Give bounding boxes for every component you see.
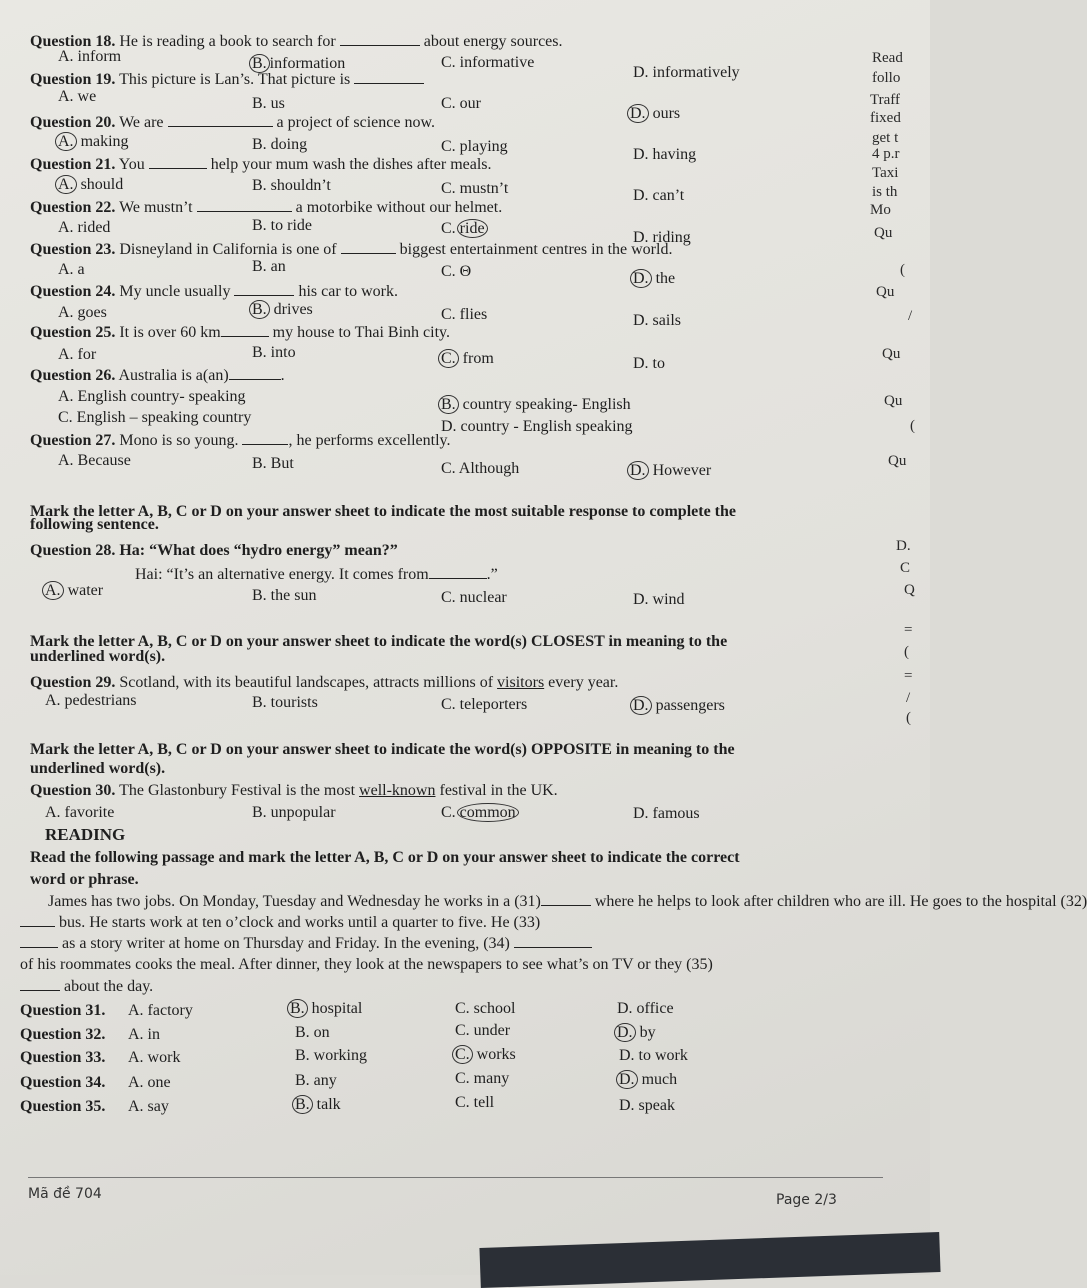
option-text: information	[269, 55, 346, 72]
question-29	[30, 674, 618, 692]
passage-text: about the day.	[64, 978, 154, 995]
option-d	[617, 1024, 656, 1042]
q-stem: Australia is a(an)	[118, 367, 229, 384]
sidebar-fragment: is th	[872, 184, 898, 200]
q-label: Question 34.	[20, 1074, 106, 1091]
option-a: A. one	[128, 1074, 171, 1091]
question-20	[30, 114, 435, 132]
q-label: Question 28.	[30, 542, 116, 559]
option-a	[45, 582, 103, 600]
option-letter: A.	[55, 175, 77, 194]
option-a: A. say	[128, 1098, 169, 1115]
sidebar-fragment: C	[900, 560, 911, 576]
answer-blank	[242, 432, 288, 445]
answer-blank	[149, 156, 207, 169]
question-26	[30, 367, 285, 385]
q-label: Question 18.	[30, 33, 116, 50]
option-text: drives	[273, 301, 313, 318]
footer-divider	[28, 1177, 883, 1178]
q-label: Question 22.	[30, 199, 116, 216]
option-a: A. work	[128, 1049, 181, 1066]
option-c: C. informative	[441, 54, 535, 71]
passage-text: James has two jobs. On Monday, Tuesday and Wednesday he works in a (31)	[48, 893, 541, 910]
question-21	[30, 156, 492, 174]
option-d: D. to	[633, 355, 665, 372]
option-b	[441, 396, 631, 414]
sidebar-fragment: Qu	[874, 225, 893, 241]
option-a: A. factory	[128, 1002, 193, 1019]
option-letter: B.	[287, 999, 308, 1018]
option-d: D. wind	[633, 591, 685, 608]
sidebar-fragment: Mo	[870, 202, 891, 218]
q-label: Question 20.	[30, 114, 116, 131]
option-text: passengers	[655, 697, 725, 714]
option-text: However	[652, 462, 712, 479]
passage-text: bus. He starts work at ten o’clock and works until a quarter to five. He (33)	[59, 914, 541, 931]
option-d: D. speak	[619, 1097, 675, 1114]
q-stem: We are	[119, 114, 164, 131]
passage-text: where he helps to look after children who are ill. He goes to the hospital (32)	[594, 893, 1087, 910]
q-stem: my house to Thai Binh city.	[272, 324, 450, 341]
sidebar-fragment: /	[908, 308, 913, 324]
option-d	[633, 697, 725, 715]
q-label: Question 26.	[30, 367, 116, 384]
sidebar-fragment: follo	[872, 70, 901, 86]
option-a: A. goes	[58, 304, 107, 321]
option-c: C. Although	[441, 460, 520, 477]
option-text: ride	[457, 219, 488, 238]
instruction-heading: word or phrase.	[30, 871, 139, 888]
option-d: D. informatively	[633, 64, 740, 81]
q-stem: My uncle usually	[119, 283, 231, 300]
q-stem: Hai: “It’s an alternative energy. It comes from	[135, 566, 429, 583]
option-b: B. to ride	[252, 217, 312, 234]
option-c: C. flies	[441, 306, 488, 323]
q-stem: help your mum wash the dishes after meals.	[210, 156, 492, 173]
q-label: Question 27.	[30, 432, 116, 449]
q-label: Question 35.	[20, 1098, 106, 1115]
q-label: Question 31.	[20, 1002, 106, 1019]
instruction-heading: underlined word(s).	[30, 648, 166, 665]
option-b: B. into	[252, 344, 296, 361]
sidebar-fragment: Qu	[876, 284, 895, 300]
q-stem: Scotland, with its beautiful landscapes, attracts millions of	[119, 674, 494, 691]
option-b: B. an	[252, 258, 286, 275]
question-22	[30, 199, 502, 217]
option-text: by	[639, 1024, 656, 1041]
answer-blank	[234, 283, 294, 296]
q-label: Question 33.	[20, 1049, 106, 1066]
option-c: C. school	[455, 1000, 516, 1017]
option-d: D. riding	[633, 229, 691, 246]
question-28-reply	[135, 566, 498, 584]
option-letter: C.	[438, 349, 459, 368]
option-c: C. our	[441, 95, 481, 112]
option-letter: D.	[630, 696, 652, 715]
option-text: common	[457, 803, 519, 822]
sidebar-fragment: fixed	[870, 110, 901, 126]
option-b: B. doing	[252, 136, 308, 153]
passage-line	[20, 978, 153, 996]
sidebar-fragment: (	[900, 262, 905, 278]
passage-line	[48, 893, 1087, 911]
q-stem: It is over 60 km	[119, 324, 221, 341]
q-stem: biggest entertainment centres in the world.	[399, 241, 673, 258]
option-d: D. can’t	[633, 187, 685, 204]
sidebar-fragment: =	[904, 668, 913, 684]
sidebar-fragment: D.	[896, 538, 911, 554]
option-c: C. mustn’t	[441, 180, 509, 197]
option-b: B. on	[295, 1024, 330, 1041]
option-text: water	[67, 582, 104, 599]
option-c: C. nuclear	[441, 589, 507, 606]
option-d: D. to work	[619, 1047, 688, 1064]
sidebar-fragment: (	[910, 418, 915, 434]
q-stem: about energy sources.	[423, 33, 563, 50]
q-stem: Disneyland in California is one of	[119, 241, 337, 258]
underlined-word: well-known	[359, 782, 436, 799]
option-d	[633, 270, 675, 288]
option-text: hospital	[311, 1000, 363, 1017]
option-b: B. unpopular	[252, 804, 336, 821]
question-28	[30, 542, 398, 560]
q-label: Question 23.	[30, 241, 116, 258]
answer-blank	[20, 935, 58, 948]
option-a: A. English country- speaking	[58, 388, 246, 405]
q-label: Question 32.	[20, 1026, 106, 1043]
option-a: A. in	[128, 1026, 160, 1043]
option-letter: B.	[438, 395, 459, 414]
answer-blank	[221, 324, 269, 337]
q-stem: You	[118, 156, 145, 173]
option-c: C. Θ	[441, 263, 472, 280]
option-b: B. any	[295, 1072, 337, 1089]
answer-blank	[541, 893, 591, 906]
q-stem: his car to work.	[298, 283, 398, 300]
option-a: A. Because	[58, 452, 131, 469]
q-stem: .”	[486, 566, 498, 583]
option-a: A. pedestrians	[45, 692, 137, 709]
option-b: B. working	[295, 1047, 367, 1064]
option-text: making	[80, 133, 129, 150]
section-title: READING	[45, 825, 126, 844]
option-a: A. rided	[58, 219, 111, 236]
option-letter: C.	[441, 220, 456, 237]
option-letter: C.	[441, 804, 456, 821]
passage-text: of his roommates cooks the meal. After dinner, they look at the newspapers to see what’s on TV or they (35)	[20, 956, 713, 973]
option-text: ours	[652, 105, 681, 122]
option-letter: D.	[630, 269, 652, 288]
sidebar-fragment: Traff	[870, 92, 901, 108]
option-d: D. sails	[633, 312, 681, 329]
option-d	[630, 462, 711, 480]
option-text: should	[80, 176, 124, 193]
option-b	[290, 1000, 362, 1018]
option-text: from	[462, 350, 494, 367]
option-b: B. tourists	[252, 694, 318, 711]
option-b: B. But	[252, 455, 294, 472]
option-a: A. a	[58, 261, 85, 278]
instruction-heading: Read the following passage and mark the letter A, B, C or D on your answer sheet to indicate the correct	[30, 849, 740, 866]
option-c: C. tell	[455, 1094, 495, 1111]
option-text: country speaking- English	[462, 396, 631, 413]
answer-blank	[229, 367, 281, 380]
option-letter: B.	[292, 1095, 313, 1114]
answer-blank	[341, 241, 396, 254]
option-a: A. we	[58, 88, 97, 105]
q-stem: Mono is so young.	[119, 432, 239, 449]
option-a: A. favorite	[45, 804, 115, 821]
option-text: works	[476, 1046, 516, 1063]
option-d: D. famous	[633, 805, 700, 822]
sidebar-fragment: (	[906, 710, 911, 726]
option-d: D. country - English speaking	[441, 418, 633, 435]
option-b: B. us	[252, 95, 285, 112]
underlined-word: visitors	[497, 674, 545, 691]
option-text: the	[655, 270, 676, 287]
passage-line	[20, 935, 592, 953]
sidebar-fragment: Taxi	[872, 165, 899, 181]
instruction-heading: Mark the letter A, B, C or D on your answer sheet to indicate the most suitable response to complete the	[30, 503, 736, 520]
option-a: A. inform	[58, 48, 122, 65]
option-b: B. the sun	[252, 587, 317, 604]
instruction-heading: Mark the letter A, B, C or D on your answer sheet to indicate the word(s) CLOSEST in meaning to the	[30, 633, 728, 650]
answer-blank	[197, 199, 292, 212]
option-a: A. for	[58, 346, 97, 363]
q-stem: , he performs excellently.	[288, 432, 451, 449]
q-stem: This picture is Lan’s. That picture is	[119, 71, 351, 88]
answer-blank	[20, 914, 55, 927]
option-c: C. playing	[441, 138, 508, 155]
option-letter: D.	[616, 1070, 638, 1089]
option-text: talk	[316, 1096, 341, 1113]
sidebar-fragment: get t	[872, 130, 899, 146]
question-30	[30, 782, 558, 800]
passage-text: as a story writer at home on Thursday and Friday. In the evening, (34)	[62, 935, 510, 952]
sidebar-fragment: Qu	[882, 346, 901, 362]
answer-blank	[429, 566, 487, 579]
option-c: C. many	[455, 1070, 510, 1087]
question-23	[30, 241, 672, 259]
instruction-heading: following sentence.	[30, 516, 159, 533]
option-d: D. office	[617, 1000, 674, 1017]
instruction-heading: underlined word(s).	[30, 760, 166, 777]
q-stem: The Glastonbury Festival is the most	[119, 782, 356, 799]
page-number: Page 2/3	[776, 1192, 837, 1208]
q-label: Question 30.	[30, 782, 116, 799]
option-d: D. having	[633, 146, 697, 163]
answer-blank	[340, 33, 420, 46]
sidebar-fragment: /	[906, 690, 911, 706]
q-label: Question 24.	[30, 283, 116, 300]
q-stem: .	[280, 367, 285, 384]
answer-blank	[514, 935, 592, 948]
answer-blank	[168, 114, 273, 127]
q-stem: We mustn’t	[119, 199, 193, 216]
option-c	[441, 220, 488, 238]
sidebar-fragment: Qu	[888, 453, 907, 469]
answer-blank	[20, 978, 60, 991]
q-stem: He is reading a book to search for	[119, 33, 336, 50]
question-19	[30, 71, 424, 89]
option-letter: A.	[55, 132, 77, 151]
q-stem: festival in the UK.	[439, 782, 558, 799]
option-c: C. English – speaking country	[58, 409, 252, 426]
q-label: Question 21.	[30, 156, 116, 173]
sidebar-fragment: =	[904, 622, 913, 638]
question-25	[30, 324, 450, 342]
sidebar-fragment: (	[904, 644, 909, 660]
sidebar-fragment: Q	[904, 582, 915, 598]
sidebar-fragment: 4 p.r	[872, 146, 900, 162]
option-c: C. teleporters	[441, 696, 528, 713]
sidebar-fragment: Qu	[884, 393, 903, 409]
option-letter: D.	[627, 461, 649, 480]
option-a	[58, 176, 123, 194]
question-27	[30, 432, 450, 450]
background-surface	[479, 1232, 940, 1288]
option-c	[441, 804, 519, 822]
option-c: C. under	[455, 1022, 511, 1039]
option-letter: C.	[452, 1045, 473, 1064]
q-label: Question 25.	[30, 324, 116, 341]
sidebar-fragment: Read	[872, 50, 903, 66]
option-a	[58, 133, 129, 151]
q-stem: a motorbike without our helmet.	[295, 199, 503, 216]
q-stem: a project of science now.	[276, 114, 435, 131]
option-letter: D.	[627, 104, 649, 123]
option-d	[630, 105, 680, 123]
q-stem: Ha: “What does “hydro energy” mean?”	[119, 542, 398, 559]
q-label: Question 19.	[30, 71, 116, 88]
option-b	[295, 1096, 341, 1114]
option-d	[619, 1071, 677, 1089]
option-letter: B.	[249, 54, 270, 73]
instruction-heading: Mark the letter A, B, C or D on your answer sheet to indicate the word(s) OPPOSITE in meaning to the	[30, 741, 735, 758]
answer-blank	[354, 71, 424, 84]
option-letter: B.	[249, 300, 270, 319]
passage-line	[20, 914, 540, 932]
option-c	[441, 350, 494, 368]
question-24	[30, 283, 398, 301]
option-b: B. shouldn’t	[252, 177, 331, 194]
option-letter: A.	[42, 581, 64, 600]
option-b	[252, 301, 313, 319]
q-label: Question 29.	[30, 674, 116, 691]
exam-code: Mã đề 704	[28, 1186, 102, 1202]
option-text: much	[641, 1071, 678, 1088]
option-letter: D.	[614, 1023, 636, 1042]
option-c	[455, 1046, 516, 1064]
q-stem: every year.	[548, 674, 619, 691]
